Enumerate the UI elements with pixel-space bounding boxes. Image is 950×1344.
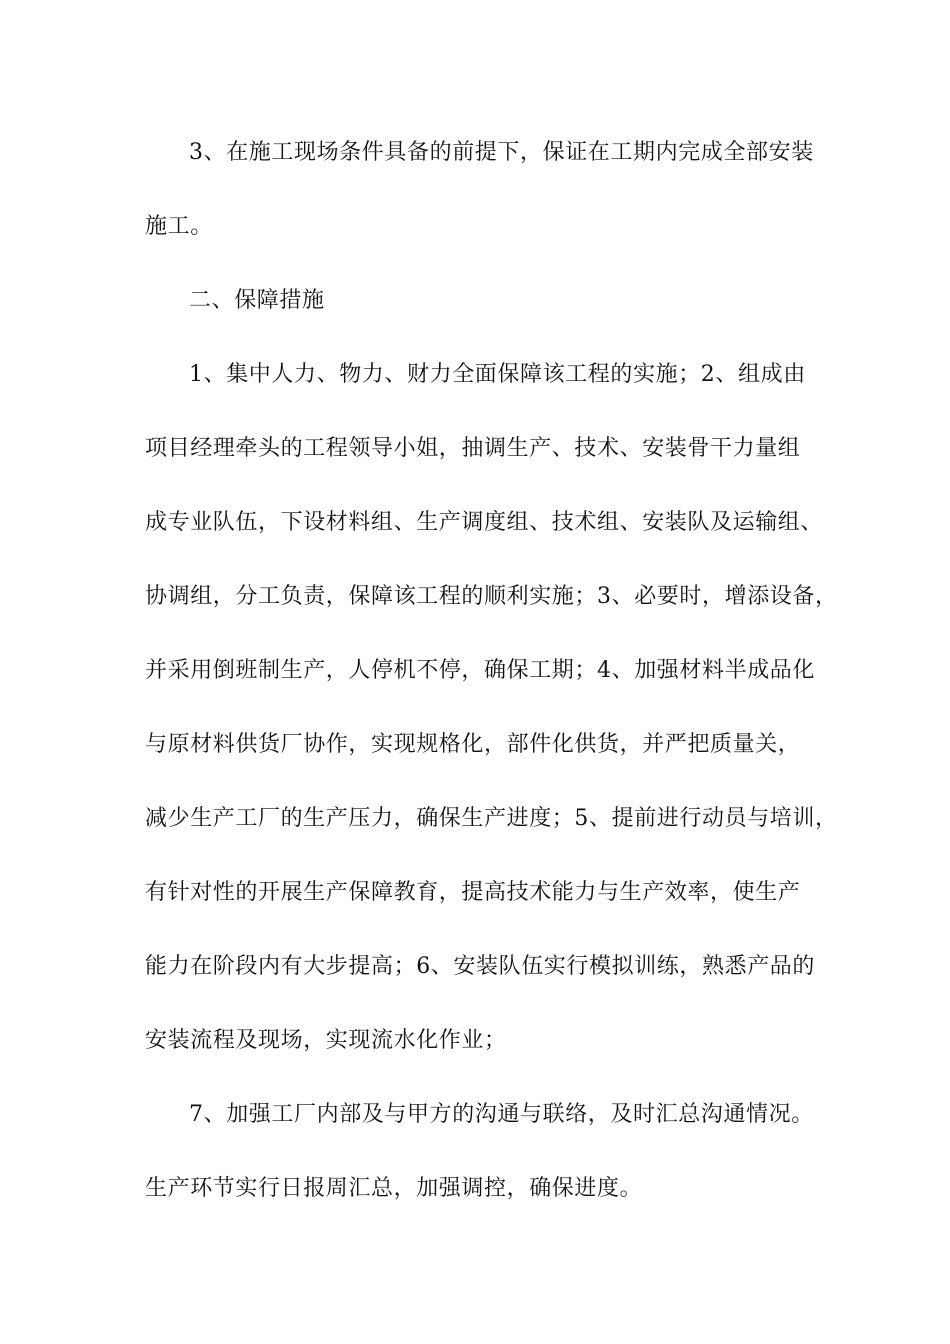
text-line: 能力在阶段内有大步提高；6、安装队伍实行模拟训练，熟悉产品的	[145, 954, 815, 979]
text-line: 协调组，分工负责，保障该工程的顺利实施；3、必要时，增添设备，	[145, 584, 838, 609]
text-line: 7、加强工厂内部及与甲方的沟通与联络，及时汇总沟通情况。	[189, 1102, 814, 1127]
text-line: 并采用倒班制生产，人停机不停，确保工期；4、加强材料半成品化	[145, 658, 815, 683]
text-line: 施工。	[145, 214, 213, 239]
section-heading: 二、保障措施	[189, 288, 325, 313]
text-line: 安装流程及现场，实现流水化作业；	[145, 1028, 507, 1053]
text-line: 项目经理牵头的工程领导小姐，抽调生产、技术、安装骨干力量组	[145, 436, 801, 461]
text-line: 有针对性的开展生产保障教育，提高技术能力与生产效率，使生产	[145, 880, 801, 905]
text-line: 减少生产工厂的生产压力，确保生产进度；5、提前进行动员与培训，	[145, 806, 838, 831]
text-line: 3、在施工现场条件具备的前提下，保证在工期内完成全部安装	[189, 140, 814, 165]
text-line: 与原材料供货厂协作，实现规格化，部件化供货，并严把质量关，	[145, 732, 801, 757]
text-line: 1、集中人力、物力、财力全面保障该工程的实施；2、组成由	[189, 362, 806, 387]
text-line: 成专业队伍，下设材料组、生产调度组、技术组、安装队及运输组、	[145, 510, 824, 535]
text-line: 生产环节实行日报周汇总，加强调控，确保进度。	[145, 1176, 643, 1201]
